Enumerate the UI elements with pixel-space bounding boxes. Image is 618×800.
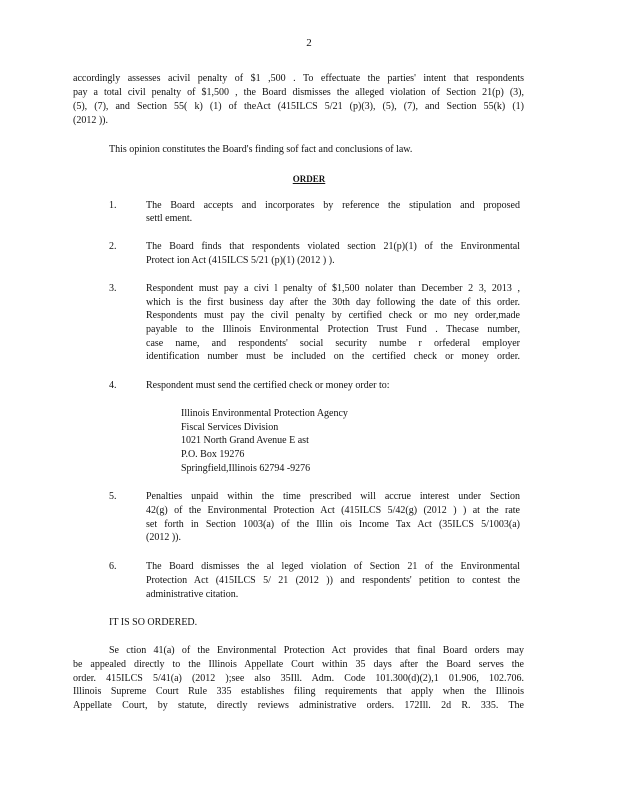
appeal-line: Illinois Supreme Court Rule 335 establishes filing requirements that apply when the Illinois: [73, 686, 524, 697]
order-item-line: 42(g) of the Environmental Protection Act (415ILCS 5/42(g) (2012 ) ) at the rate: [146, 505, 520, 516]
order-item-line: Penalties unpaid within the time prescribed will accrue interest under Section: [146, 491, 520, 502]
intro-line: (2012 )).: [73, 115, 108, 126]
order-heading: ORDER: [292, 174, 326, 184]
order-item-line: The Board finds that respondents violated section 21(p)(1) of the Environmental: [146, 241, 520, 252]
order-item-line: case name, and respondents' social security numbe r orfederal employer: [146, 338, 520, 349]
order-item-line: The Board dismisses the al leged violation of Section 21 of the Environmental: [146, 561, 520, 572]
order-item-line: (2012 )).: [146, 532, 181, 543]
order-item-line: Protection Act (415ILCS 5/ 21 (2012 )) and respondents' petition to contest the: [146, 575, 520, 586]
order-item-line: administrative citation.: [146, 589, 239, 600]
order-item-number: 2.: [109, 241, 117, 252]
order-item-line: payable to the Illinois Environmental Protection Trust Fund . Thecase number,: [146, 324, 520, 335]
order-item-line: The Board accepts and incorporates by reference the stipulation and proposed: [146, 200, 520, 211]
order-item-line: settl ement.: [146, 213, 193, 224]
order-item-line: Respondent must pay a civi l penalty of $1,500 nolater than December 2 3, 2013 ,: [146, 283, 520, 294]
appeal-line: Appellate Court, by statute, directly reviews administrative orders. 172Ill. 2d R. 335. The: [73, 700, 524, 711]
intro-line: accordingly assesses acivil penalty of $1 ,500 . To effectuate the parties' intent that respondents: [73, 73, 524, 84]
address-line: Illinois Environmental Protection Agency: [181, 408, 348, 419]
intro-line: pay a total civil penalty of $1,500 , the Board dismisses the alleged violation of Section 21(p) (3),: [73, 87, 524, 98]
order-item-number: 6.: [109, 561, 117, 572]
address-line: 1021 North Grand Avenue E ast: [181, 435, 309, 446]
order-item-line: which is the first business day after the 30th day following the date of this order.: [146, 297, 520, 308]
order-item-line: Respondents must pay the civil penalty by certified check or mo ney order,made: [146, 310, 520, 321]
order-item-number: 5.: [109, 491, 117, 502]
address-line: Springfield,Illinois 62794 -9276: [181, 463, 311, 474]
order-item-line: Respondent must send the certified check or money order to:: [146, 380, 390, 391]
appeal-line: Se ction 41(a) of the Environmental Protection Act provides that final Board orders may: [109, 645, 524, 656]
order-item-line: Protect ion Act (415ILCS 5/21 (p)(1) (2012 ) ).: [146, 255, 335, 266]
order-item-number: 3.: [109, 283, 117, 294]
appeal-line: be appealed directly to the Illinois Appellate Court within 35 days after the Board serves the: [73, 659, 524, 670]
address-line: P.O. Box 19276: [181, 449, 245, 460]
opinion-statement: This opinion constitutes the Board's finding sof fact and conclusions of law.: [109, 144, 413, 155]
intro-line: (5), (7), and Section 55( k) (1) of theAct (415ILCS 5/21 (p)(3), (5), (7), and Section 55(k) (1): [73, 101, 524, 112]
order-item-number: 4.: [109, 380, 117, 391]
order-item-number: 1.: [109, 200, 117, 211]
order-item-line: identification number must be included on the certified check or money order.: [146, 351, 520, 362]
order-item-line: set forth in Section 1003(a) of the Illin ois Income Tax Act (35ILCS 5/1003(a): [146, 519, 520, 530]
address-line: Fiscal Services Division: [181, 422, 279, 433]
so-ordered: IT IS SO ORDERED.: [109, 617, 198, 628]
appeal-line: order. 415ILCS 5/41(a) (2012 );see also 35Ill. Adm. Code 101.300(d)(2),1 01.906, 102.706.: [73, 673, 524, 684]
page-number: 2: [306, 37, 312, 49]
